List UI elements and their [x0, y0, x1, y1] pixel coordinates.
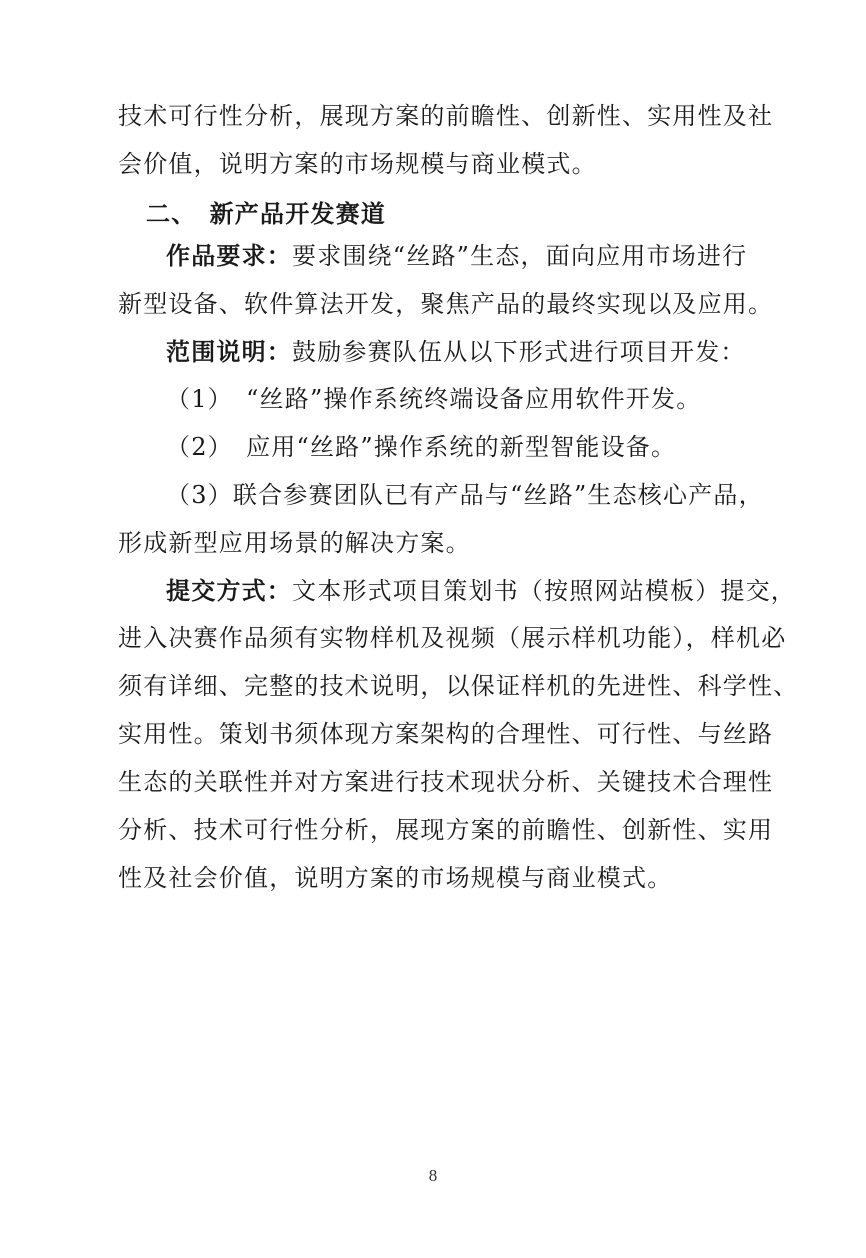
list-item: （1） “丝路”操作系统终端设备应用软件开发。	[166, 385, 702, 413]
paragraph-line: 生态的关联性并对方案进行技术现状分析、关键技术合理性	[118, 768, 774, 796]
field-label: 提交方式：	[166, 576, 292, 605]
paragraph-line: 实用性。策划书须体现方案架构的合理性、可行性、与丝路	[118, 720, 774, 748]
paragraph-line: 形成新型应用场景的解决方案。	[118, 529, 471, 557]
paragraph-line: 会价值，说明方案的市场规模与商业模式。	[118, 150, 597, 178]
paragraph-line: 技术可行性分析，展现方案的前瞻性、创新性、实用性及社	[118, 102, 774, 130]
field-label: 作品要求：	[166, 241, 292, 270]
paragraph-line	[166, 336, 806, 368]
field-text: 要求围绕“丝路”生态，面向应用市场进行	[292, 242, 748, 270]
paragraph-line	[166, 240, 806, 272]
paragraph-line: 分析、技术可行性分析，展现方案的前瞻性、创新性、实用	[118, 816, 774, 844]
paragraph-line: 新型设备、软件算法开发，聚焦产品的最终实现以及应用。	[118, 290, 774, 318]
field-text: 鼓励参赛队伍从以下形式进行项目开发：	[292, 338, 746, 366]
paragraph-line	[166, 575, 806, 607]
list-item: （3）联合参赛团队已有产品与“丝路”生态核心产品，	[166, 481, 764, 509]
paragraph-line: 性及社会价值，说明方案的市场规模与商业模式。	[118, 864, 673, 892]
page-number: 8	[428, 1166, 438, 1185]
paragraph-line: 须有详细、完整的技术说明，以保证样机的先进性、科学性、	[118, 672, 799, 700]
field-text: 文本形式项目策划书（按照网站模板）提交，	[292, 577, 796, 605]
list-item: （2） 应用“丝路”操作系统的新型智能设备。	[166, 433, 677, 461]
paragraph-line: 进入决赛作品须有实物样机及视频（展示样机功能），样机必	[118, 624, 787, 652]
section-heading: 二、 新产品开发赛道	[146, 199, 386, 228]
field-label: 范围说明：	[166, 337, 292, 366]
